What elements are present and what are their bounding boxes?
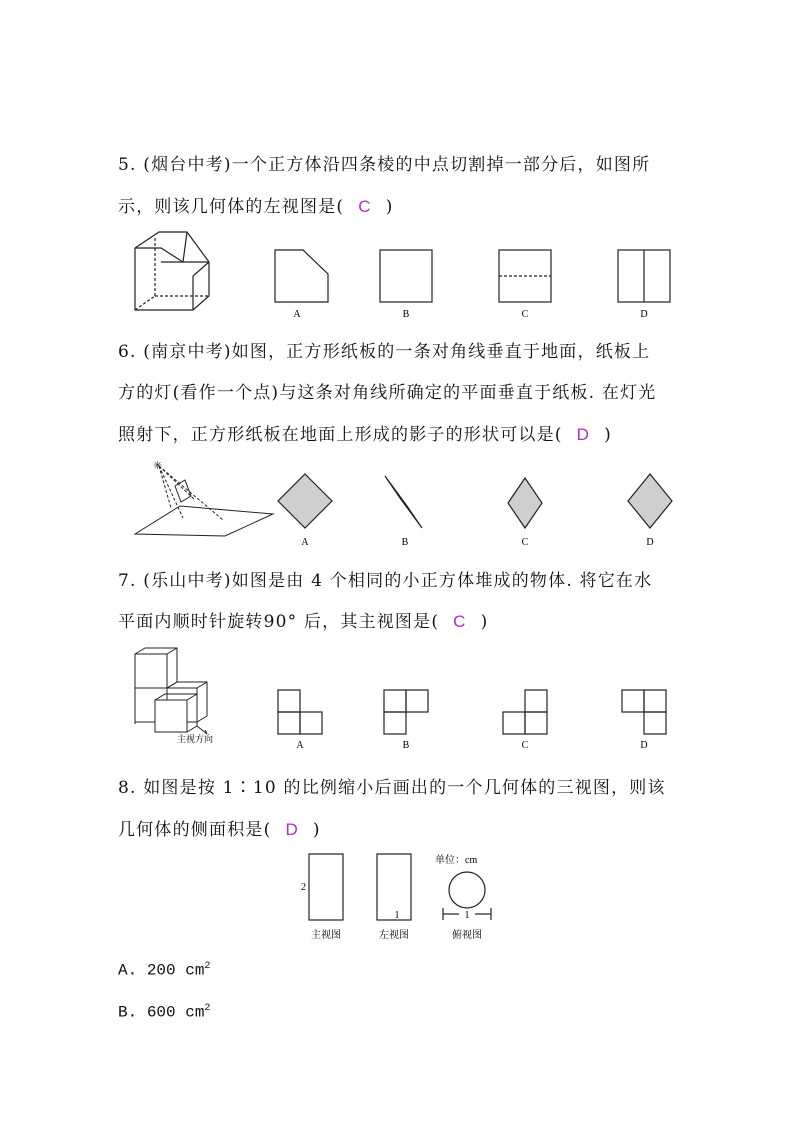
q5-line1 xyxy=(118,150,650,175)
q6-figures xyxy=(125,456,685,550)
q7-source: (乐山中考) xyxy=(143,571,232,591)
q6-text3: 照射下，正方形纸板在地面上形成的影子的形状可以是( xyxy=(118,425,563,445)
q7-label-d: D xyxy=(640,740,648,751)
q6-answer: D xyxy=(576,425,591,444)
q7-line2 xyxy=(118,607,489,632)
q6-option-a-shape xyxy=(278,474,332,528)
light-icon: ✳ xyxy=(153,460,163,472)
q6-option-c-shape xyxy=(508,478,542,528)
q5-solid xyxy=(135,232,209,310)
q7-line1 xyxy=(118,566,652,591)
q8-option-b-sup: 2 xyxy=(204,1003,211,1014)
q5-text1: 一个正方体沿四条棱的中点切割掉一部分后，如图所 xyxy=(231,155,651,175)
q6-line1 xyxy=(118,337,650,362)
q6-line2 xyxy=(118,378,656,403)
q5-source: (烟台中考) xyxy=(143,155,232,175)
q6-label-a: A xyxy=(301,537,309,548)
q6-text2: 方的灯(看作一个点)与这条对角线所确定的平面垂直于纸板. 在灯光 xyxy=(118,383,657,403)
q5-number: 5. xyxy=(118,155,137,175)
q8-unit-label: 单位：cm xyxy=(435,855,478,866)
q8-front-view xyxy=(309,854,343,920)
q6-close: ) xyxy=(604,425,612,445)
q8-line2 xyxy=(118,815,321,840)
q6-option-d-shape xyxy=(628,474,672,528)
q8-line1 xyxy=(118,773,666,798)
q7-option-d-shape xyxy=(622,690,666,734)
q6-line3 xyxy=(118,420,612,445)
q8-height-label: 2 xyxy=(301,882,306,893)
q8-left-label: 左视图 xyxy=(379,930,409,941)
q8-number: 8. xyxy=(118,778,137,798)
q7-option-a-shape xyxy=(278,690,322,734)
q7-number: 7. xyxy=(118,571,137,591)
q8-front-label: 主视图 xyxy=(311,930,341,941)
q5-answer: C xyxy=(358,197,372,216)
q7-label-c: C xyxy=(521,740,529,751)
q6-scene xyxy=(135,460,273,536)
q7-figures xyxy=(125,642,685,754)
q5-label-d: D xyxy=(640,309,648,320)
q5-option-b-shape xyxy=(380,250,432,302)
q7-option-c-shape xyxy=(503,690,547,734)
q8-text2: 几何体的侧面积是( xyxy=(118,820,272,840)
q8-top-label: 俯视图 xyxy=(452,930,482,941)
q8-close: ) xyxy=(312,820,321,840)
q6-text1: 如图，正方形纸板的一条对角线垂直于地面，纸板上 xyxy=(231,342,651,362)
q5-text2: 示，则该几何体的左视图是( xyxy=(118,197,345,217)
q7-label-b: B xyxy=(402,740,410,751)
q8-diameter-label: 1 xyxy=(464,910,470,921)
q6-number: 6. xyxy=(118,342,137,362)
q8-option-b xyxy=(118,1003,210,1021)
q5-figures xyxy=(125,226,685,322)
q5-label-a: A xyxy=(293,309,301,320)
q6-label-c: C xyxy=(521,537,529,548)
q6-option-b-shape xyxy=(385,476,422,528)
q7-text2: 平面内顺时针旋转90° 后，其主视图是( xyxy=(118,612,440,632)
q8-option-b-value: 600 cm xyxy=(146,1003,205,1022)
q7-label-a: A xyxy=(296,740,304,751)
q5-close: ) xyxy=(385,197,394,217)
q8-option-a xyxy=(118,961,210,979)
q8-top-view xyxy=(449,872,485,908)
q8-option-b-letter: B. xyxy=(118,1003,138,1022)
q7-text1: 如图是由 4 个相同的小正方体堆成的物体. 将它在水 xyxy=(231,571,653,591)
q7-option-b-shape xyxy=(384,690,428,734)
q6-label-d: D xyxy=(646,537,654,548)
q8-option-a-sup: 2 xyxy=(204,961,211,972)
q5-option-a-shape xyxy=(275,250,328,302)
q6-source: (南京中考) xyxy=(143,342,232,362)
q7-answer: C xyxy=(453,612,467,631)
q7-view-direction-label: 主视方向 xyxy=(177,734,214,744)
q5-label-c: C xyxy=(521,309,529,320)
q8-option-a-value: 200 cm xyxy=(146,961,205,980)
q8-answer: D xyxy=(285,820,299,839)
q8-text1: 如图是按 1∶10 的比例缩小后画出的一个几何体的三视图，则该 xyxy=(143,778,666,798)
q5-label-b: B xyxy=(402,309,410,320)
q8-option-a-letter: A. xyxy=(118,961,138,980)
q7-close: ) xyxy=(480,612,489,632)
q5-line2 xyxy=(118,192,394,217)
q8-width-label: 1 xyxy=(394,910,400,921)
q8-three-views xyxy=(295,848,505,944)
q7-cube-stack xyxy=(135,648,207,734)
q6-label-b: B xyxy=(401,537,409,548)
